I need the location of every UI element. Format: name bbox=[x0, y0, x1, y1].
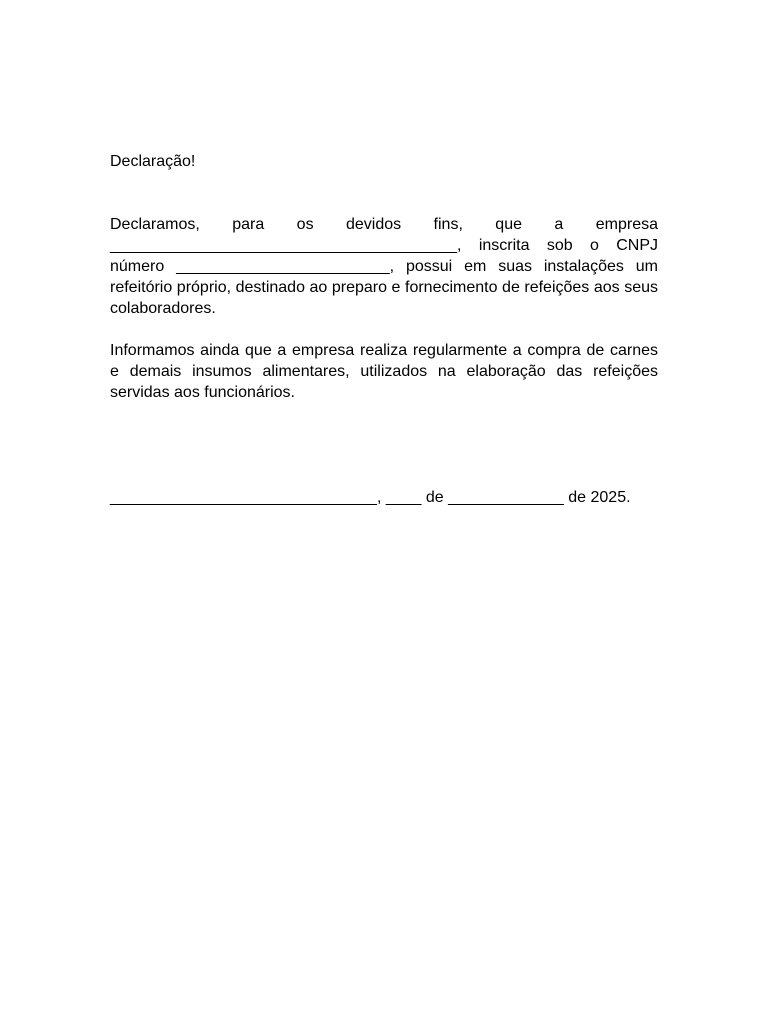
document-body bbox=[110, 151, 658, 508]
declaration-paragraph: Declaramos, para os devidos fins, que a empresa _______________________________________, inscrita sob o CNPJ número ________________________, possui em suas instalações um refeitório próprio, destinado ao preparo e fornecimento de refeições aos seus colaboradores. bbox=[110, 216, 658, 317]
place-date-line: ______________________________, ____ de _____________ de 2025. bbox=[110, 489, 631, 506]
information-paragraph: Informamos ainda que a empresa realiza regularmente a compra de carnes e demais insumos alimentares, utilizados na elaboração das refeições servidas aos funcionários. bbox=[110, 342, 658, 401]
document-title: Declaração! bbox=[110, 153, 196, 170]
